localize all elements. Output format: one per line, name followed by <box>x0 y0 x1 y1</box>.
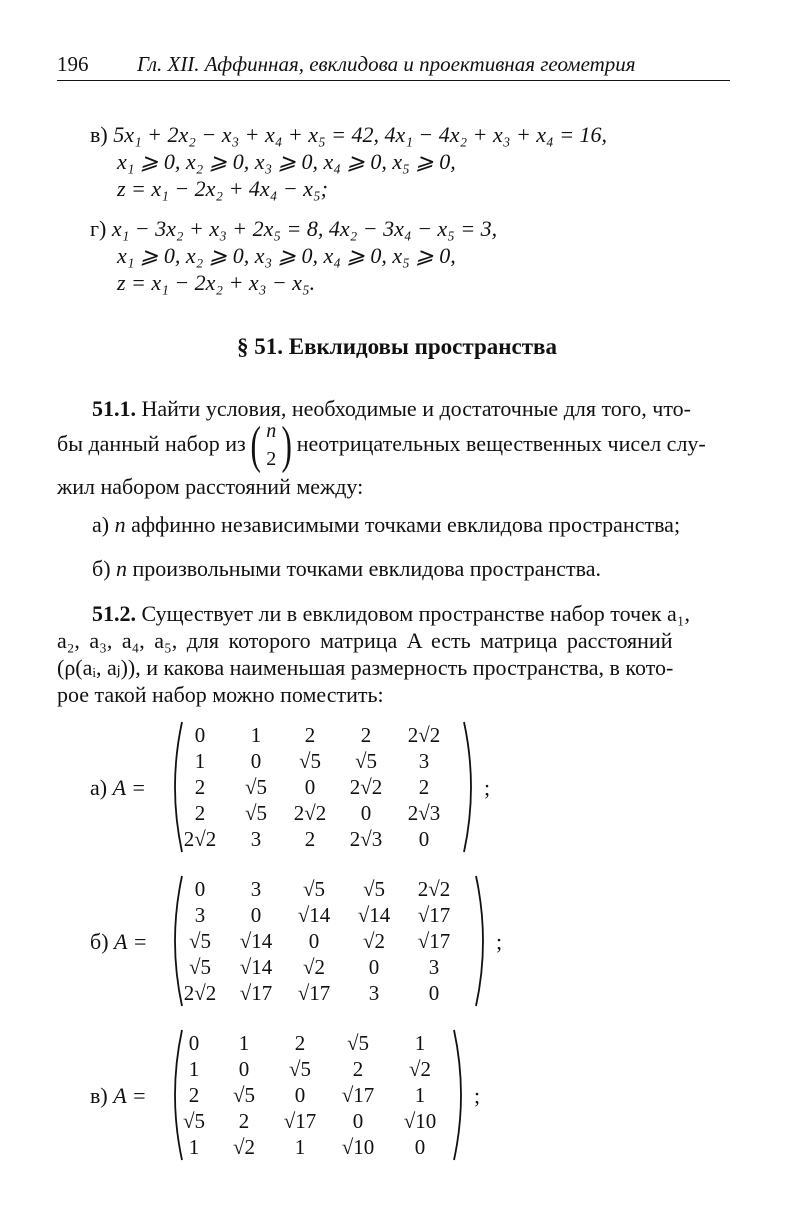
matrix-cell: 1 <box>250 723 262 747</box>
matrix-cell: √2 <box>302 955 326 979</box>
matrix-cell: 1 <box>188 1057 200 1081</box>
matrix-cell: √5 <box>354 749 378 773</box>
matrix-cell: 2 <box>188 1083 200 1107</box>
item-a-var: n <box>114 512 126 537</box>
matrix-cell: √5 <box>244 801 268 825</box>
matrix-cell: √17 <box>417 929 451 953</box>
matrix-cell: √2 <box>232 1135 256 1159</box>
problem-51-1-number: 51.1. <box>92 396 136 421</box>
matrix-cell: √5 <box>362 877 386 901</box>
matrix-label <box>90 929 147 955</box>
matrix-cell: 0 <box>418 827 430 851</box>
problem-g-objective: z = x₁ − 2x₂ + x₃ − x₅. <box>117 270 316 295</box>
matrix-cell: 2√2 <box>417 877 451 901</box>
matrix-b <box>90 876 510 1008</box>
problem-51-1-text-2a: бы данный набор из <box>57 431 246 456</box>
item-b-text: произвольными точками евклидова пространства. <box>127 556 602 581</box>
matrix-label <box>90 775 146 801</box>
problem-51-1-line-2 <box>57 416 706 474</box>
binomial-top: n <box>266 419 277 442</box>
matrix-cell: √5 <box>188 929 212 953</box>
matrix-label <box>90 1083 147 1109</box>
matrix-cell: √5 <box>298 749 322 773</box>
problem-v-line-1 <box>90 122 607 148</box>
matrix-cell: 1 <box>414 1083 426 1107</box>
problem-v-objective: z = x₁ − 2x₂ + 4x₄ − x₅; <box>117 176 328 201</box>
matrix-cell: 2 <box>238 1109 250 1133</box>
problem-51-1-text-1: Найти условия, необходимые и достаточные для того, что- <box>136 396 691 421</box>
matrix-cell: √17 <box>297 981 331 1005</box>
matrix-cell: √5 <box>188 955 212 979</box>
matrix-cell: 2 <box>304 827 316 851</box>
matrix-cell: 0 <box>194 877 206 901</box>
matrix-cell: 3 <box>250 877 262 901</box>
problem-51-2-text-3: (ρ(aᵢ, aⱼ)), и какова наименьшая размерность пространства, в кото- <box>57 655 674 680</box>
matrix-cell: √5 <box>346 1031 370 1055</box>
matrix-cell: 1 <box>414 1031 426 1055</box>
problem-v-equations: 5x₁ + 2x₂ − x₃ + x₄ + x₅ = 42, 4x₁ − 4x₂ + x₃ + x₄ = 16, <box>113 122 608 147</box>
matrix-cell: 2√2 <box>183 827 217 851</box>
problem-g-line-1 <box>90 216 497 242</box>
item-b-var: n <box>116 556 128 581</box>
matrix-right-paren <box>474 874 488 1008</box>
matrix-right-paren <box>462 720 476 854</box>
matrix-name: A = <box>112 775 146 800</box>
matrix-cell: 0 <box>352 1109 364 1133</box>
matrix-cell: √10 <box>403 1109 437 1133</box>
matrix-cell: √10 <box>341 1135 375 1159</box>
problem-g-equations: x₁ − 3x₂ + x₃ + 2x₅ = 8, 4x₂ − 3x₄ − x₅ = 3, <box>111 216 498 241</box>
matrix-cell: √5 <box>232 1083 256 1107</box>
matrix-cell: 2 <box>360 723 372 747</box>
problem-51-2-text-4: рое такой набор можно поместить: <box>57 682 384 707</box>
problem-51-2-number: 51.2. <box>92 601 136 626</box>
matrix-cell: √14 <box>239 955 273 979</box>
problem-51-1-text-3: жил набором расстояний между: <box>57 474 364 499</box>
binomial-right-paren: ) <box>281 416 292 474</box>
matrix-cell: √5 <box>182 1109 206 1133</box>
matrix-cell: √5 <box>244 775 268 799</box>
running-title: Гл. XII. Аффинная, евклидова и проективная геометрия <box>137 52 636 76</box>
page-number: 196 <box>57 52 89 76</box>
matrix-cell: √2 <box>408 1057 432 1081</box>
matrix-cell: 2√2 <box>407 723 441 747</box>
matrix-cell: 0 <box>250 749 262 773</box>
matrix-cell: 0 <box>304 775 316 799</box>
problem-51-1-item-b <box>92 556 601 582</box>
matrix-cell: 1 <box>238 1031 250 1055</box>
matrix-cell: 0 <box>414 1135 426 1159</box>
matrix-cell: √17 <box>283 1109 317 1133</box>
item-a-text: аффинно независимыми точками евклидова пространства; <box>125 512 681 537</box>
matrix-cell: 2 <box>418 775 430 799</box>
matrix-suffix: ; <box>496 929 503 954</box>
matrix-cell: 2 <box>194 801 206 825</box>
matrix-cell: 2 <box>294 1031 306 1055</box>
matrix-cell: 2√3 <box>349 827 383 851</box>
matrix-suffix: ; <box>484 775 491 800</box>
matrix-item-label: б) <box>90 929 109 954</box>
matrix-cell: 3 <box>418 749 430 773</box>
problem-51-2-text-2: a₂, a₃, a₄, a₅, для которого матрица A есть матрица расстояний <box>57 628 673 653</box>
matrix-cell: 1 <box>188 1135 200 1159</box>
page-header <box>57 52 730 81</box>
binomial-n-choose-2 <box>251 418 291 474</box>
matrix-cell: 3 <box>368 981 380 1005</box>
matrix-cell: √5 <box>288 1057 312 1081</box>
matrix-cell: √17 <box>341 1083 375 1107</box>
item-a-label: а) <box>92 512 110 537</box>
matrix-item-label: в) <box>90 1083 108 1108</box>
matrix-cell: 2√3 <box>407 801 441 825</box>
matrix-cell: 2√2 <box>183 981 217 1005</box>
matrix-cell: 0 <box>194 723 206 747</box>
matrix-cell: 2√2 <box>293 801 327 825</box>
problem-g-constraints: x₁ ⩾ 0, x₂ ⩾ 0, x₃ ⩾ 0, x₄ ⩾ 0, x₅ ⩾ 0, <box>117 243 456 268</box>
binomial-left-paren: ( <box>250 416 262 474</box>
problem-v-label: в) <box>90 122 108 147</box>
matrix-cell: √14 <box>239 929 273 953</box>
matrix-cell: 2 <box>352 1057 364 1081</box>
matrix-right-paren <box>452 1028 466 1162</box>
matrix-cell: 2 <box>194 775 206 799</box>
problem-51-1-text-2b: неотрицательных вещественных чисел слу- <box>296 431 706 456</box>
section-title: § 51. Евклидовы пространства <box>237 334 557 359</box>
matrix-name: A = <box>114 929 148 954</box>
matrix-a <box>90 722 510 854</box>
matrix-cell: 3 <box>194 903 206 927</box>
matrix-cell: 0 <box>294 1083 306 1107</box>
matrix-cell: 0 <box>308 929 320 953</box>
matrix-cell: 3 <box>428 955 440 979</box>
item-b-label: б) <box>92 556 111 581</box>
problem-v-constraints: x₁ ⩾ 0, x₂ ⩾ 0, x₃ ⩾ 0, x₄ ⩾ 0, x₅ ⩾ 0, <box>117 149 456 174</box>
matrix-cell: √14 <box>297 903 331 927</box>
matrix-cell: 0 <box>368 955 380 979</box>
matrix-cell: 3 <box>250 827 262 851</box>
matrix-cell: 1 <box>194 749 206 773</box>
matrix-cell: 0 <box>428 981 440 1005</box>
matrix-cell: 2√2 <box>349 775 383 799</box>
binomial-bottom: 2 <box>266 447 277 470</box>
matrix-v <box>90 1030 510 1162</box>
matrix-cell: √5 <box>302 877 326 901</box>
matrix-name: A = <box>113 1083 147 1108</box>
problem-51-2-text-1: Существует ли в евклидовом пространстве набор точек a₁, <box>136 601 690 626</box>
matrix-cell: √14 <box>357 903 391 927</box>
problem-g-label: г) <box>90 216 107 241</box>
matrix-cell: √2 <box>362 929 386 953</box>
matrix-cell: 0 <box>250 903 262 927</box>
matrix-cell: 1 <box>294 1135 306 1159</box>
problem-51-2-line-1 <box>92 601 690 627</box>
matrix-cell: 2 <box>304 723 316 747</box>
matrix-cell: √17 <box>417 903 451 927</box>
matrix-cell: 0 <box>238 1057 250 1081</box>
matrix-item-label: а) <box>90 775 108 800</box>
problem-51-1-item-a <box>92 512 680 538</box>
matrix-cell: 0 <box>188 1031 200 1055</box>
matrix-cell: 0 <box>360 801 372 825</box>
matrix-cell: √17 <box>239 981 273 1005</box>
matrix-suffix: ; <box>474 1083 481 1108</box>
